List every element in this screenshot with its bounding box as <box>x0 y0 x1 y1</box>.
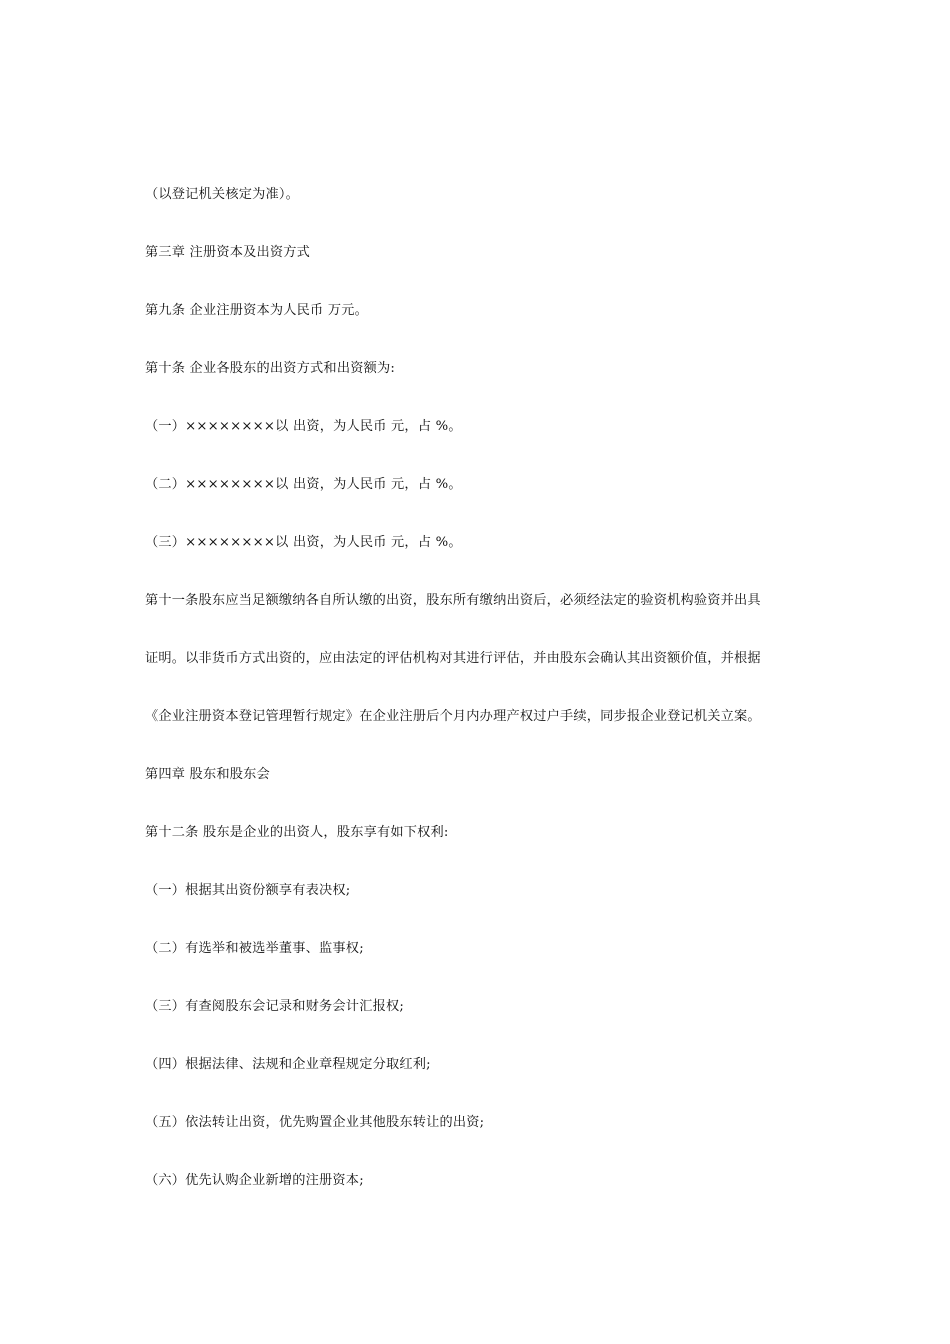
article-12-item-3: （三）有查阅股东会记录和财务会计汇报权; <box>145 999 405 1014</box>
article-10-item-1: （一）××××××××以 出资，为人民币 元，占 %。 <box>145 419 462 434</box>
article-10-item-3: （三）××××××××以 出资，为人民币 元，占 %。 <box>145 535 462 550</box>
article-12-item-1: （一）根据其出资份额享有表决权; <box>145 883 351 898</box>
article-12-item-5: （五）依法转让出资，优先购置企业其他股东转让的出资; <box>145 1115 485 1130</box>
text-line-registration-note: （以登记机关核定为准）。 <box>145 187 300 202</box>
article-10: 第十条 企业各股东的出资方式和出资额为: <box>145 361 396 376</box>
chapter-3-heading: 第三章 注册资本及出资方式 <box>145 245 311 260</box>
article-12: 第十二条 股东是企业的出资人，股东享有如下权利: <box>145 825 449 840</box>
article-11-line-2: 证明。以非货币方式出资的，应由法定的评估机构对其进行评估，并由股东会确认其出资额价值，并根据 <box>145 651 761 666</box>
article-11-line-3: 《企业注册资本登记管理暂行规定》在企业注册后个月内办理产权过户手续，同步报企业登记机关立案。 <box>145 709 761 724</box>
article-12-item-6: （六）优先认购企业新增的注册资本; <box>145 1173 364 1188</box>
article-10-item-2: （二）××××××××以 出资，为人民币 元，占 %。 <box>145 477 462 492</box>
article-9: 第九条 企业注册资本为人民币 万元。 <box>145 303 368 318</box>
chapter-4-heading: 第四章 股东和股东会 <box>145 767 270 782</box>
article-12-item-4: （四）根据法律、法规和企业章程规定分取红利; <box>145 1057 431 1072</box>
article-12-item-2: （二）有选举和被选举董事、监事权; <box>145 941 364 956</box>
article-11-line-1: 第十一条股东应当足额缴纳各自所认缴的出资，股东所有缴纳出资后，必须经法定的验资机构验资并出具 <box>145 593 761 608</box>
